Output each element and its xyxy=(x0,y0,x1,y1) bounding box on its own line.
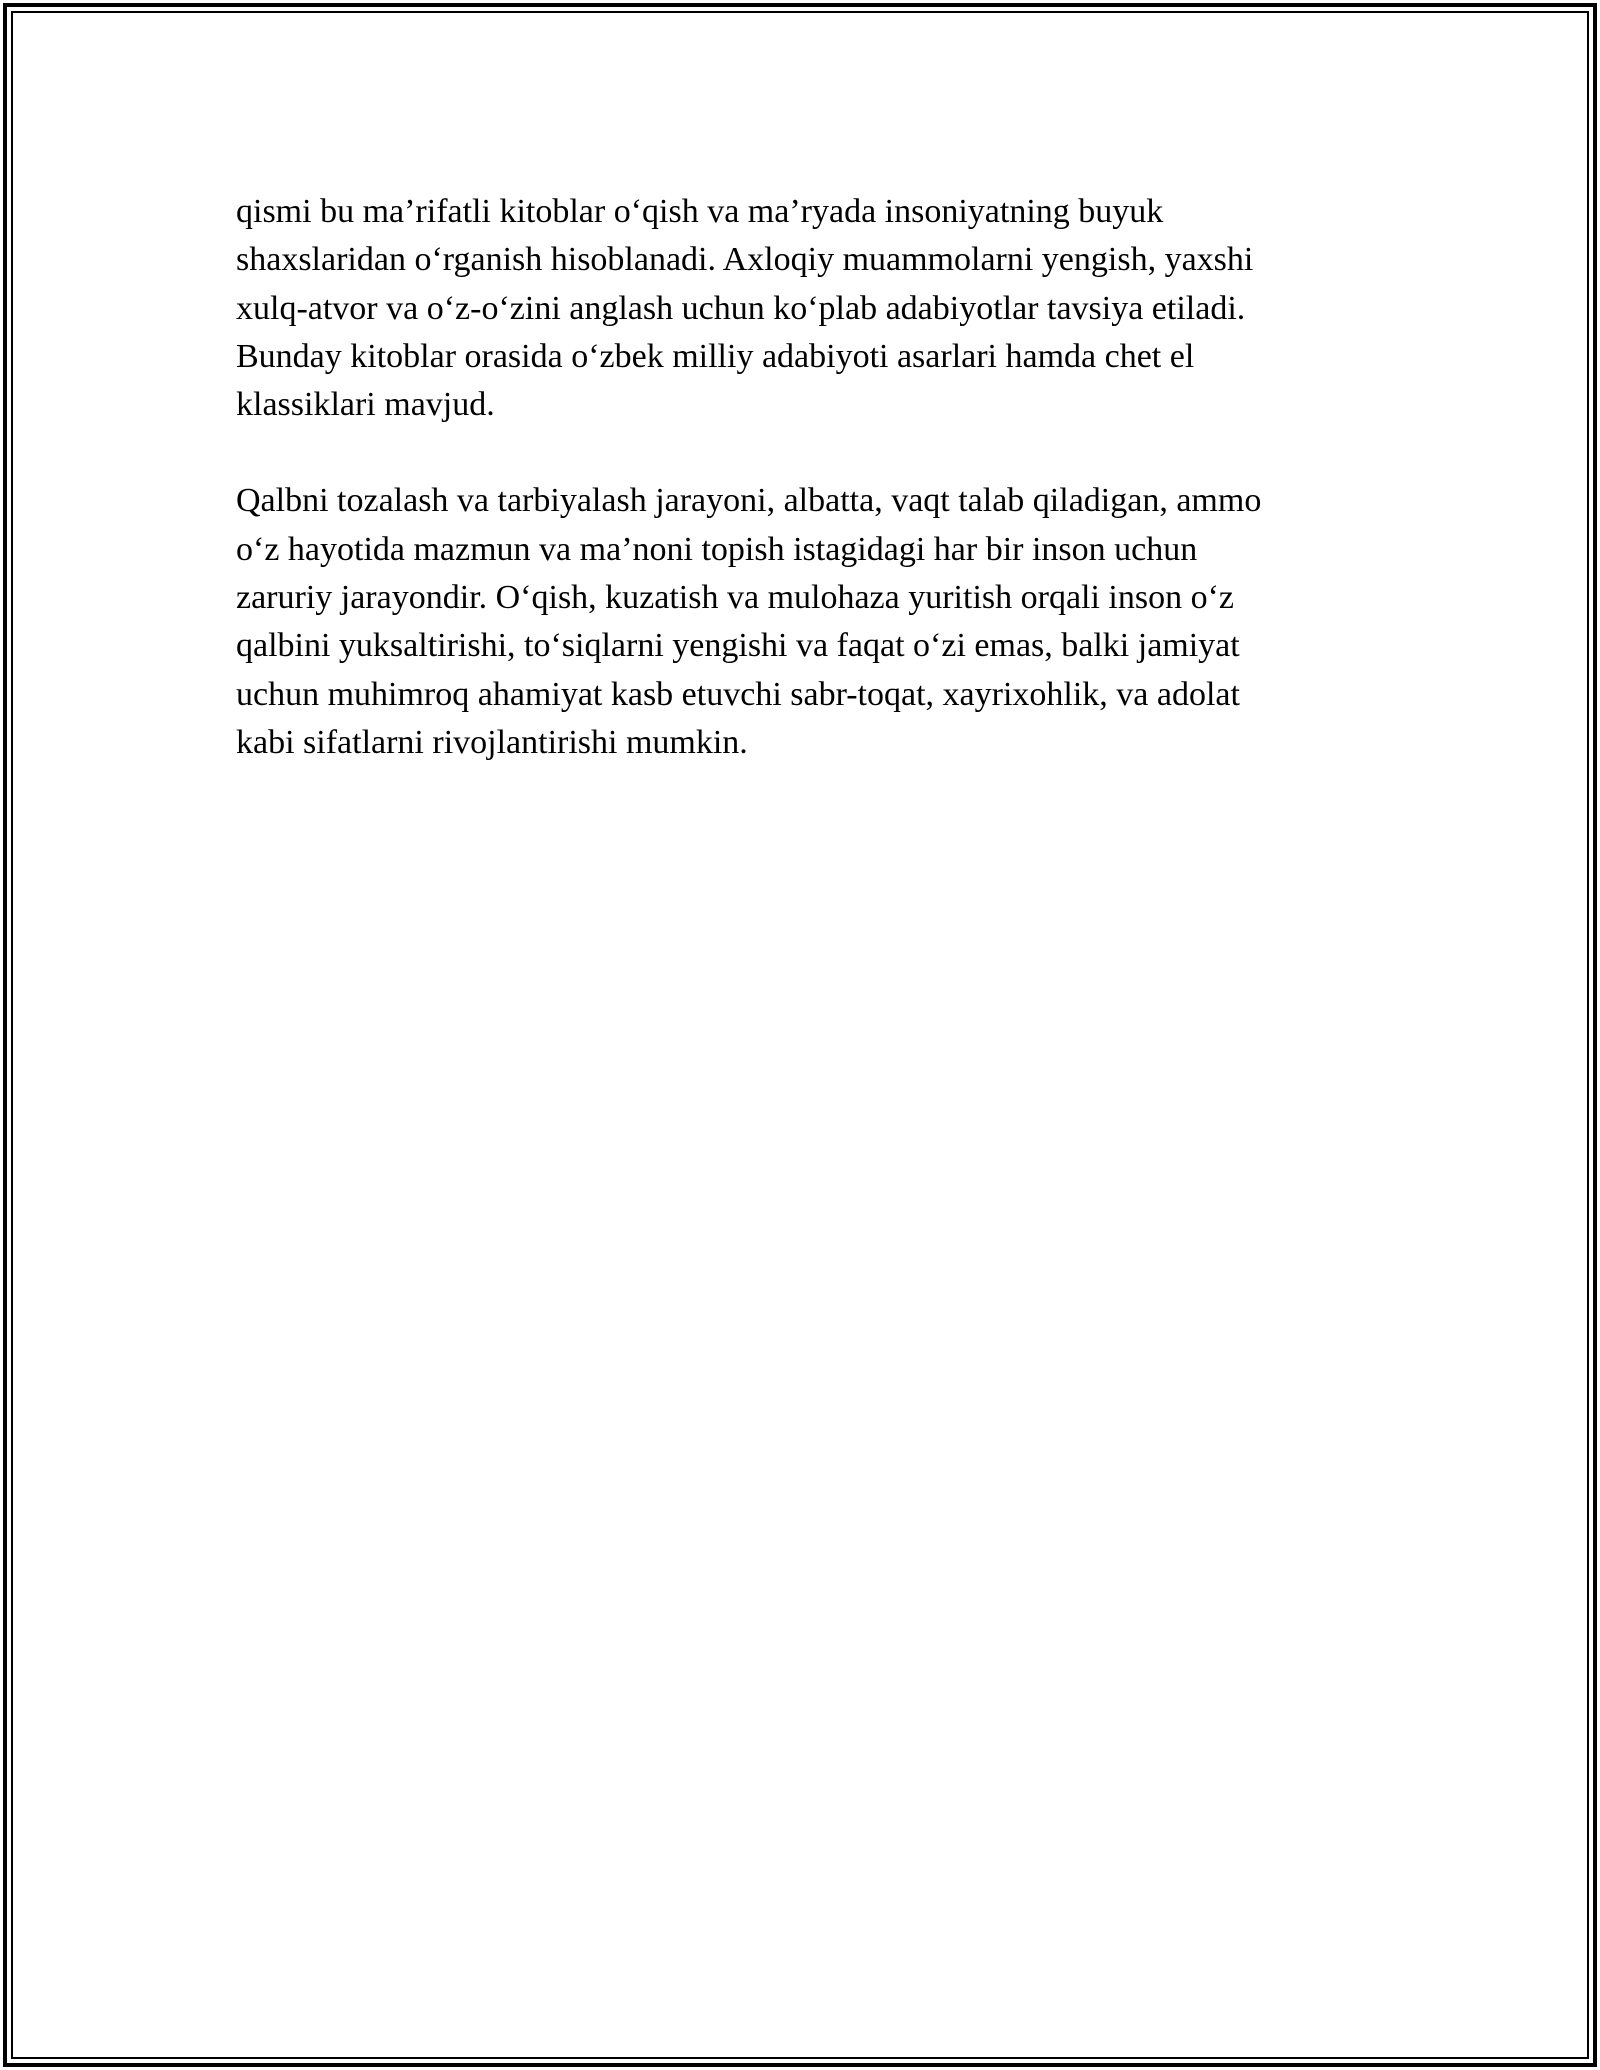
text-line: kabi sifatlarni rivojlantirishi mumkin. xyxy=(236,723,748,761)
text-line: Qalbni tozalash va tarbiyalash jarayoni, albatta, vaqt talab qiladigan, ammo xyxy=(236,482,1262,520)
text-line: qismi bu ma’rifatli kitoblar o‘qish va ma’ryada insoniyatning buyuk xyxy=(236,193,1164,230)
text-line: qalbini yuksaltirishi, to‘siqlarni yengishi va faqat o‘zi emas, balki jamiyat xyxy=(236,627,1240,665)
document-body xyxy=(236,188,1366,815)
text-line: klassiklari mavjud. xyxy=(236,386,495,424)
text-line: o‘z hayotida mazmun va ma’noni topish istagidagi har bir inson uchun xyxy=(236,530,1198,568)
text-line: zaruriy jarayondir. O‘qish, kuzatish va mulohaza yuritish orqali inson o‘z xyxy=(236,579,1235,617)
text-line: shaxslaridan o‘rganish hisoblanadi. Axloqiy muammolarni yengish, yaxshi xyxy=(236,241,1254,279)
text-line: uchun muhimroq ahamiyat kasb etuvchi sabr-toqat, xayrixohlik, va adolat xyxy=(236,675,1240,713)
paragraph-1 xyxy=(236,188,1366,429)
paragraph-2 xyxy=(236,477,1366,767)
text-line: xulq-atvor va o‘z-o‘zini anglash uchun ko‘plab adabiyotlar tavsiya etiladi. xyxy=(236,289,1246,327)
text-line: Bunday kitoblar orasida o‘zbek milliy adabiyoti asarlari hamda chet el xyxy=(236,337,1195,375)
